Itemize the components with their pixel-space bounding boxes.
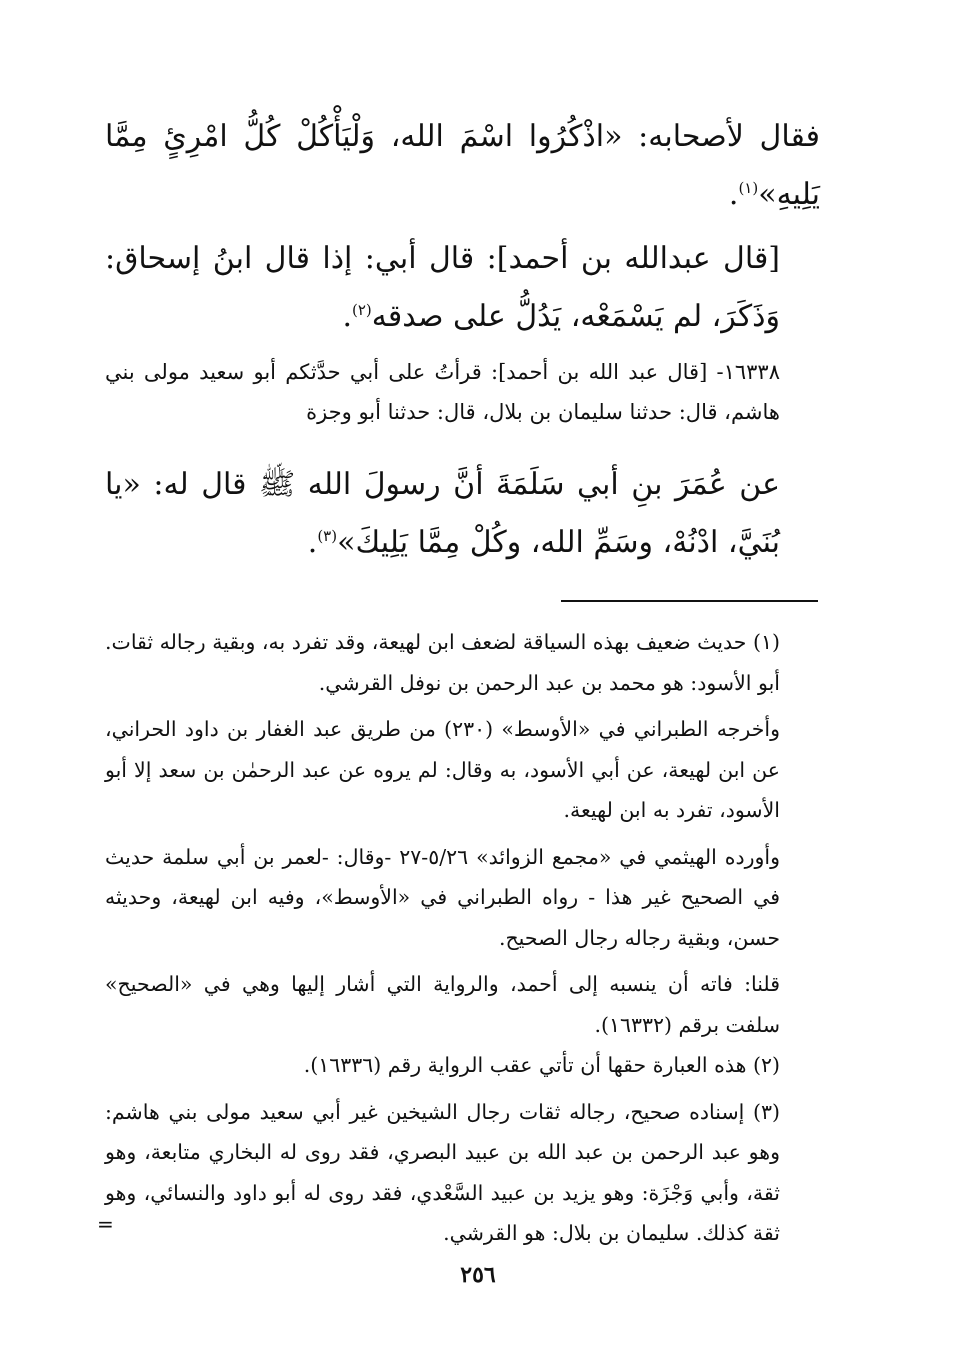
main-paragraph-2 bbox=[105, 230, 820, 346]
footnote-1c: وأورده الهيثمي في «مجمع الزوائد» ٥/٢٦-٢٧ -وقال: -لعمر بن أبي سلمة حديث في الصحيح غير هذا - رواه الطبراني في «الأوسط»، وفيه ابن لهيعة، وحديثه حسن، وبقية رجاله رجال الصحيح. bbox=[105, 844, 780, 950]
footnote-1d: قلنا: فاته أن ينسبه إلى أحمد، والرواية التي أشار إليها وهي في «الصحيح» سلفت برقم (١٦٣٣٢). bbox=[105, 972, 780, 1037]
main-paragraph-2-text: [قال عبدالله بن أحمد]: قال أبي: إذا قال ابنُ إسحاق: وَذَكَرَ، لم يَسْمَعْه، يَدُلُّ على صدقه bbox=[105, 241, 780, 334]
footnotes-block bbox=[105, 622, 820, 1254]
footnote-2: (٢) هذه العبارة حقها أن تأتي عقب الرواية رقم (١٦٣٣٦). bbox=[303, 1053, 780, 1077]
hadith-isnad-text: ١٦٣٣٨- [قال عبد الله بن أحمد]: قرأتُ على أبي حدَّثكم أبو سعيد مولى بني هاشم، قال: حدثنا سليمان بن بلال، قال: حدثنا أبو وجزة bbox=[105, 360, 780, 424]
main-paragraph-3-text: عن عُمَرَ بنِ أبي سَلَمَةَ أنَّ رسولَ الله ﷺ قال له: «يا بُنَيَّ، ادْنُهْ، وسَمِّ الله، وكُلْ مِمَّا يَلِيكَ» bbox=[105, 467, 780, 560]
footnote-1a: (١) حديث ضعيف بهذه السياقة لضعف ابن لهيعة، وقد تفرد به، وبقية رجاله ثقات. أبو الأسود: هو محمد بن عبد الرحمن بن نوفل القرشي. bbox=[105, 630, 780, 695]
main-text-block bbox=[105, 108, 820, 224]
footnote-separator bbox=[561, 600, 818, 602]
main-paragraph-1-text: فقال لأصحابه: «اذْكُرُوا اسْمَ الله، وَلْيَأْكُلْ كُلُّ امْرِئٍ مِمَّا يَلِيهِ» bbox=[105, 119, 820, 212]
footnote-ref-2: (٢) bbox=[351, 301, 372, 319]
hadith-isnad bbox=[105, 352, 820, 432]
footnote-ref-3: (٣) bbox=[317, 527, 338, 545]
continuation-mark: = bbox=[97, 1212, 114, 1236]
main-paragraph-2-end: . bbox=[342, 299, 352, 334]
main-text-block-2 bbox=[105, 230, 820, 346]
main-paragraph-3-end: . bbox=[307, 525, 318, 560]
main-paragraph-1 bbox=[105, 108, 820, 224]
main-paragraph-1-end: . bbox=[728, 177, 739, 212]
main-paragraph-3 bbox=[105, 456, 820, 572]
footnote-1b: وأخرجه الطبراني في «الأوسط» (٢٣٠) من طريق عبد الغفار بن داود الحراني، عن ابن لهيعة، عن أبي الأسود، به وقال: لم يروه عن عبد الرحمٰن بن سعد إلا أبو الأسود، تفرد به ابن لهيعة. bbox=[105, 717, 780, 822]
footnote-3: (٣) إسناده صحيح، رجاله ثقات رجال الشيخين غير أبي سعيد مولى بني هاشم: وهو عبد الرحمن بن عبد الله بن عبيد البصري، فقد روى له البخاري متابعة، وهو ثقة، وأبي وَجْزَة: وهو يزيد بن عبيد السَّعْدي، فقد روى له أبو داود والنسائي، وهو ثقة كذلك. سليمان بن بلال: هو القرشي. bbox=[105, 1099, 780, 1245]
page-number: ٢٥٦ bbox=[460, 1262, 496, 1288]
footnote-ref-1: (١) bbox=[738, 179, 759, 197]
main-text-block-3 bbox=[105, 456, 820, 572]
